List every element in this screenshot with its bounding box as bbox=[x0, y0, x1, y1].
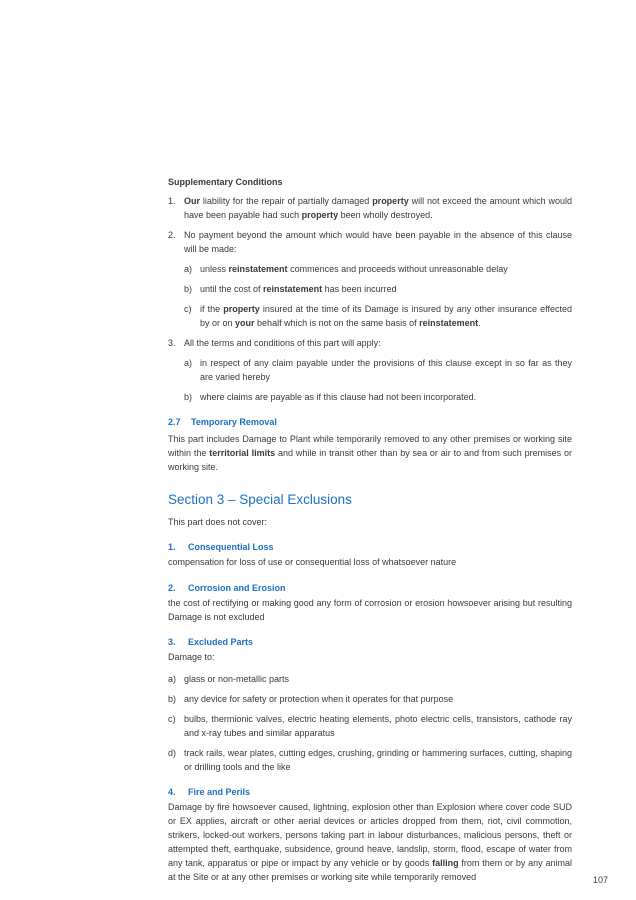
list-item-2b bbox=[184, 282, 572, 296]
exclusion-body: the cost of rectifying or making good any form of corrosion or erosion howsoever arising but resulting Damage is not excluded bbox=[168, 598, 572, 622]
exclusion-body: compensation for loss of use or consequential loss of whatsoever nature bbox=[168, 557, 457, 567]
list-item-3b bbox=[184, 390, 572, 404]
exclusion-body: Damage to: bbox=[168, 652, 215, 662]
list-item-text: track rails, wear plates, cutting edges, crushing, grinding or hammering surfaces, cutting, shaping or drilling tools and the like bbox=[184, 748, 572, 772]
exclusion-label: Corrosion and Erosion bbox=[188, 583, 286, 593]
section-intro: This part does not cover: bbox=[168, 517, 268, 527]
list-item-text: any device for safety or protection when it operates for that purpose bbox=[184, 694, 454, 704]
excluded-part-b bbox=[168, 692, 572, 706]
section-title: Section 3 – Special Exclusions bbox=[168, 492, 352, 507]
subsection-label: Temporary Removal bbox=[191, 417, 277, 427]
exclusion-number: 3. bbox=[168, 637, 176, 647]
exclusion-body: Damage by fire howsoever caused, lightning, explosion other than Explosion where cover code SUD or EX applies, aircraft or other aerial devices or articles dropped from them, riot, civil commotion, strikers, locked-out workers, persons taking part in labour disturbances, malicious persons, theft or attempted theft, earthquake, subsidence, ground heave, landslip, storm, flood, escape of water from any tank, apparatus or pipe or impact by any vehicle or by goods falling from them or by any animal at the Site or at any other premises or working site while temporarily removed bbox=[168, 802, 572, 882]
list-item-3 bbox=[168, 336, 572, 350]
excluded-part-a bbox=[168, 672, 572, 686]
list-marker: b) bbox=[184, 284, 193, 294]
list-marker: c) bbox=[168, 714, 176, 724]
exclusion-heading bbox=[168, 541, 572, 554]
exclusion-number: 1. bbox=[168, 542, 176, 552]
page-number: 107 bbox=[592, 875, 608, 885]
list-item-text: No payment beyond the amount which would have been payable in the absence of this clause will be made: bbox=[184, 230, 572, 254]
list-marker: 1. bbox=[168, 196, 176, 206]
exclusion-label: Excluded Parts bbox=[188, 637, 254, 647]
exclusion-heading bbox=[168, 786, 572, 799]
exclusion-corrosion-erosion bbox=[168, 582, 572, 624]
list-item-text: Our liability for the repair of partially damaged property will not exceed the amount which would have been payable had such property been wholly destroyed. bbox=[184, 196, 572, 220]
list-marker: c) bbox=[184, 304, 192, 314]
exclusion-excluded-parts bbox=[168, 636, 572, 774]
list-marker: b) bbox=[184, 392, 193, 402]
subsection-heading-temporary-removal bbox=[168, 416, 572, 429]
list-marker: a) bbox=[168, 674, 177, 684]
exclusion-consequential-loss bbox=[168, 541, 572, 569]
list-item-text: in respect of any claim payable under the provisions of this clause except in so far as they are varied hereby bbox=[200, 358, 572, 382]
exclusion-heading bbox=[168, 582, 572, 595]
list-item-text: bulbs, thermionic valves, electric heating elements, photo electric cells, transistors, cathode ray and x-ray tubes and similar apparatus bbox=[184, 714, 572, 738]
exclusion-number: 2. bbox=[168, 583, 176, 593]
exclusion-heading bbox=[168, 636, 572, 649]
list-item-2 bbox=[168, 228, 572, 256]
subsection-number: 2.7 bbox=[168, 417, 181, 427]
list-item-text: unless reinstatement commences and proceeds without unreasonable delay bbox=[200, 264, 508, 274]
exclusion-label: Fire and Perils bbox=[188, 787, 251, 797]
page-content bbox=[168, 175, 572, 884]
excluded-part-c bbox=[168, 712, 572, 740]
list-marker: b) bbox=[168, 694, 177, 704]
list-item-text: until the cost of reinstatement has been incurred bbox=[200, 284, 397, 294]
list-item-text: if the property insured at the time of its Damage is insured by any other insurance effected by or on your behalf which is not on the same basis of reinstatement. bbox=[200, 304, 573, 328]
list-marker: a) bbox=[184, 358, 193, 368]
temporary-removal-paragraph: This part includes Damage to Plant while temporarily removed to any other premises or working site within the territorial limits and while in transit other than by sea or air to and from such premises or working site. bbox=[168, 434, 572, 472]
list-marker: a) bbox=[184, 264, 193, 274]
exclusion-label: Consequential Loss bbox=[188, 542, 274, 552]
list-marker: d) bbox=[168, 748, 177, 758]
excluded-part-d bbox=[168, 746, 572, 774]
list-item-text: All the terms and conditions of this part will apply: bbox=[184, 338, 381, 348]
exclusion-fire-and-perils bbox=[168, 786, 572, 884]
list-item-3a bbox=[184, 356, 572, 384]
supplementary-conditions-title: Supplementary Conditions bbox=[168, 177, 283, 187]
list-item-text: where claims are payable as if this clause had not been incorporated. bbox=[200, 392, 477, 402]
list-item-text: glass or non-metallic parts bbox=[184, 674, 290, 684]
list-marker: 3. bbox=[168, 338, 176, 348]
list-item-2c bbox=[184, 302, 572, 330]
list-marker: 2. bbox=[168, 230, 176, 240]
list-item-2a bbox=[184, 262, 572, 276]
list-item-1 bbox=[168, 194, 572, 222]
exclusion-number: 4. bbox=[168, 787, 176, 797]
